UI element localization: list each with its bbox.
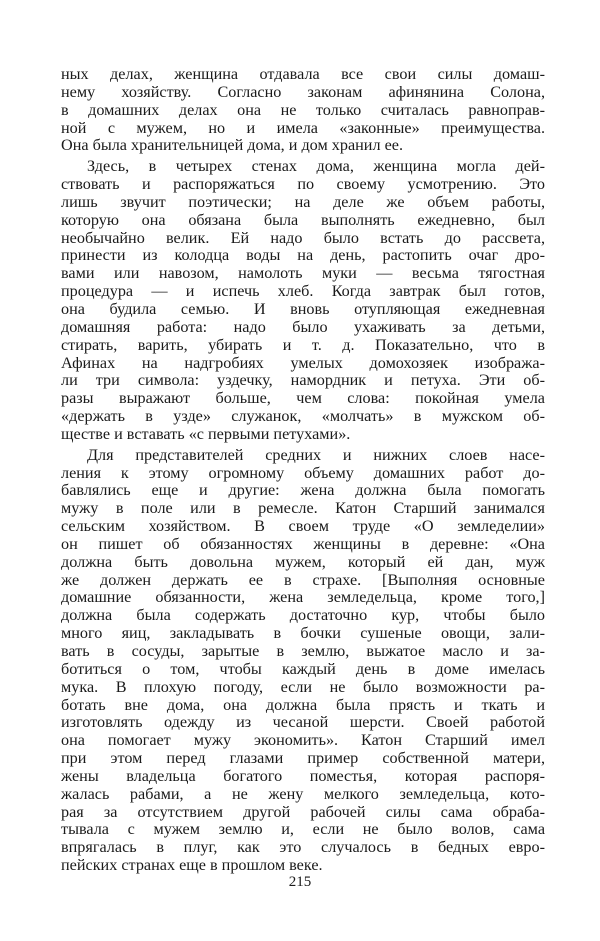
text-line: принести из колодца воды на день, растопить очаг дро- (61, 246, 545, 265)
text-line: необычайно велик. Ей надо было встать до рассвета, (61, 228, 545, 247)
text-line: ных делах, женщина отдавала все свои силы домаш- (61, 65, 545, 83)
text-line: нему хозяйству. Согласно законам афинянина Солона, (61, 82, 545, 101)
text-line: Здесь, в четырех стенах дома, женщина могла дей- (87, 157, 545, 176)
text-line: же должен держать ее в страхе. [Выполняя основные (61, 570, 545, 589)
text-line: Для представителей средних и нижних слоев насе- (87, 445, 545, 464)
text-line: изготовлять одежду из чесаной шерсти. Своей работой (61, 713, 545, 732)
text-line: он пишет об обязанностях женщины в деревне: «Она (61, 534, 545, 553)
text-line: ли три символа: уздечку, намордник и петуха. Эти об- (61, 371, 545, 390)
text-line: сельским хозяйством. В своем труде «О земледелии» (61, 517, 545, 536)
text-line: должна была содержать достаточно кур, чтобы было (61, 606, 545, 625)
text-line: пейских странах еще в прошлом веке. (61, 856, 323, 875)
text-line: ботать вне дома, она должна была прясть и ткать и (61, 695, 545, 714)
text-line: жены владельца богатого поместья, которая распоря- (61, 766, 545, 785)
text-line: лишь звучит поэтически; на деле же объем работы, (61, 192, 545, 211)
text-line: разы выражают больше, чем слова: покойная умела (61, 389, 545, 408)
text-line: много яиц, закладывать в бочки сушеные овощи, зали- (61, 624, 545, 643)
text-line: в домашних делах она не только считалась равноправ- (61, 100, 545, 119)
text-line: домашние обязанности, жена земледельца, кроме того,] (61, 588, 545, 607)
text-line: стирать, варить, убирать и т. д. Показательно, что в (61, 335, 545, 354)
text-line: Она была хранительницей дома, и дом хранил ее. (61, 136, 403, 155)
text-line: «держать в узде» служанок, «молчать» в мужском об- (61, 407, 545, 426)
text-line: впрягалась в плуг, как это случалось в бедных евро- (61, 838, 545, 857)
text-line: мука. В плохую погоду, если не было возможности ра- (61, 677, 545, 696)
text-line: при этом перед глазами пример собственной матери, (61, 749, 545, 768)
text-line: процедура — и испечь хлеб. Когда завтрак был готов, (61, 282, 545, 301)
text-line: она будила семью. И вновь отупляющая ежедневная (61, 299, 545, 318)
text-line: которую она обязана была выполнять ежедневно, был (61, 210, 545, 229)
text-line: ной с мужем, но и имела «законные» преимущества. (61, 118, 545, 137)
text-line: тывала с мужем землю и, если не было волов, сама (61, 820, 545, 839)
text-line: вами или навозом, намолоть муки — весьма тягостная (61, 264, 545, 283)
page-body (61, 66, 545, 875)
paragraph-2 (61, 158, 545, 444)
text-line: ствовать и распоряжаться по своему усмотрению. Это (61, 175, 545, 194)
text-line: рая за отсутствием другой рабочей силы сама обраба- (61, 802, 545, 821)
paragraph-3 (61, 447, 545, 875)
text-line: домашняя работа: надо было ухаживать за детьми, (61, 317, 545, 336)
paragraph-1 (61, 66, 545, 155)
text-line: мужу в поле или в ремесле. Катон Старший занимался (61, 499, 545, 518)
text-line: Афинах на надгробиях умелых домохозяек изобража- (61, 353, 545, 372)
text-line: ществе и вставать «с первыми петухами». (61, 424, 351, 443)
text-line: вать в сосуды, зарытые в землю, выжатое масло и за- (61, 642, 545, 660)
text-line: должна быть довольна мужем, который ей дан, муж (61, 552, 545, 571)
text-line: ления к этому огромному объему домашних работ до- (61, 463, 545, 482)
page-number: 215 (288, 874, 312, 890)
text-line: жалась рабами, а не жену мелкого земледельца, кото- (61, 784, 545, 803)
text-line: она помогает мужу экономить». Катон Старший имел (61, 731, 545, 750)
text-line: бавлялись еще и другие: жена должна была помогать (61, 481, 545, 500)
text-line: ботиться о том, чтобы каждый день в доме имелась (61, 659, 545, 678)
